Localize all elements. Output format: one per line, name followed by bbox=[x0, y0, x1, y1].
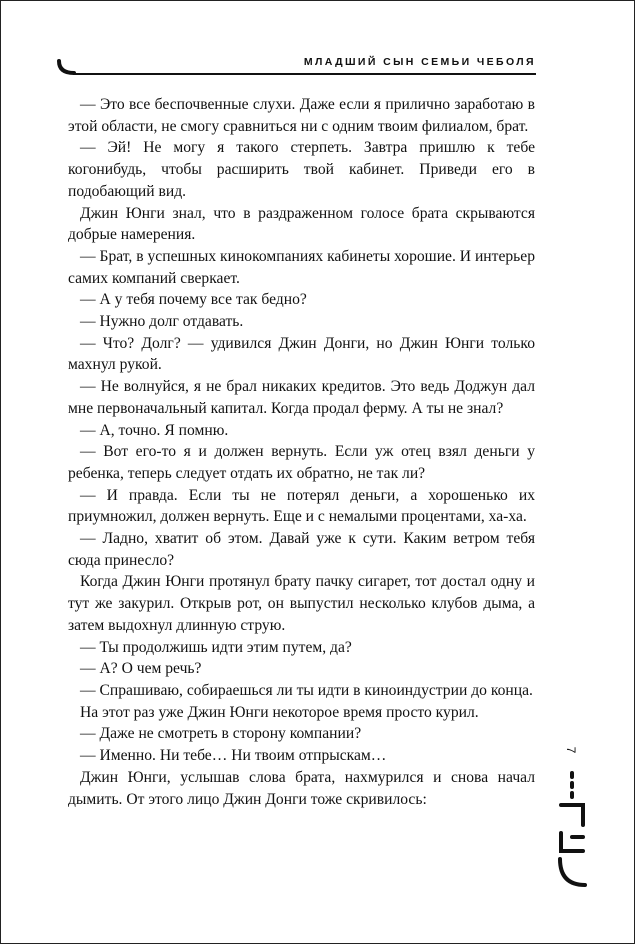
paragraph: На этот раз уже Джин Юнги некоторое время просто курил. bbox=[80, 703, 479, 721]
paragraph: Джин Юнги знал, что в раздраженном голосе брата скрываются добрые намерения. bbox=[68, 204, 535, 244]
paragraph: — Ладно, хватит об этом. Давай уже к сути. Каким ветром тебя сюда принесло? bbox=[68, 530, 535, 569]
paragraph: — Ты продолжишь идти этим путем, да? bbox=[80, 638, 352, 656]
paragraph: — Именно. Ни тебе… Ни твоим отпрыскам… bbox=[80, 747, 387, 765]
folio-ornament-icon bbox=[555, 771, 589, 889]
paragraph: Когда Джин Юнги протянул брату пачку сигарет, тот достал одну и тут же закурил. Открыв рот, он выпустил несколько клубов дыма, а затем выдохнул длинную струю. bbox=[68, 573, 535, 634]
paragraph: — А у тебя почему все так бедно? bbox=[80, 291, 307, 309]
paragraph: — А, точно. Я помню. bbox=[80, 421, 229, 439]
paragraph: — Даже не смотреть в сторону компании? bbox=[80, 725, 362, 743]
paragraph: — И правда. Если ты не потерял деньги, а хорошенько их приумножил, должен вернуть. Еще и с немалыми процентами, ха-ха. bbox=[68, 486, 535, 526]
running-title: МЛАДШИЙ СЫН СЕМЬИ ЧЕБОЛЯ bbox=[303, 56, 536, 68]
paragraph: — Что? Долг? — удивился Джин Донги, но Джин Юнги только махнул рукой. bbox=[68, 334, 535, 374]
paragraph: — А? О чем речь? bbox=[80, 660, 202, 678]
paragraph: — Спрашиваю, собираешься ли ты идти в киноиндустрии до конца. bbox=[80, 681, 533, 699]
paragraph: — Это все беспочвенные слухи. Даже если я прилично заработаю в этой области, не смогу сравниться ни с одним твоим филиалом, брат. bbox=[68, 96, 535, 135]
paragraph: — Вот его-то я и должен вернуть. Если уж отец взял деньги у ребенка, теперь следует отдать их обратно, не так ли? bbox=[68, 443, 535, 482]
page-number: 7 bbox=[564, 746, 578, 754]
paragraph: — Не волнуйся, я не брал никаких кредитов. Это ведь Доджун дал мне первоначальный капитал. Когда продал ферму. А ты не знал? bbox=[68, 378, 535, 417]
paragraph: Джин Юнги, услышав слова брата, нахмурился и снова начал дымить. От этого лицо Джин Донги тоже скривилось: bbox=[68, 768, 535, 808]
paragraph: — Эй! Не могу я такого стерпеть. Завтра пришлю к тебе когонибудь, чтобы расширить твой кабинет. Приведи его в подобающий вид. bbox=[68, 139, 535, 200]
paragraph: — Брат, в успешных кинокомпаниях кабинеты хорошие. И интерьер самих компаний сверкает. bbox=[68, 247, 535, 287]
header-rule bbox=[73, 73, 536, 75]
paragraph: — Нужно долг отдавать. bbox=[80, 313, 244, 331]
body-text bbox=[68, 94, 535, 810]
